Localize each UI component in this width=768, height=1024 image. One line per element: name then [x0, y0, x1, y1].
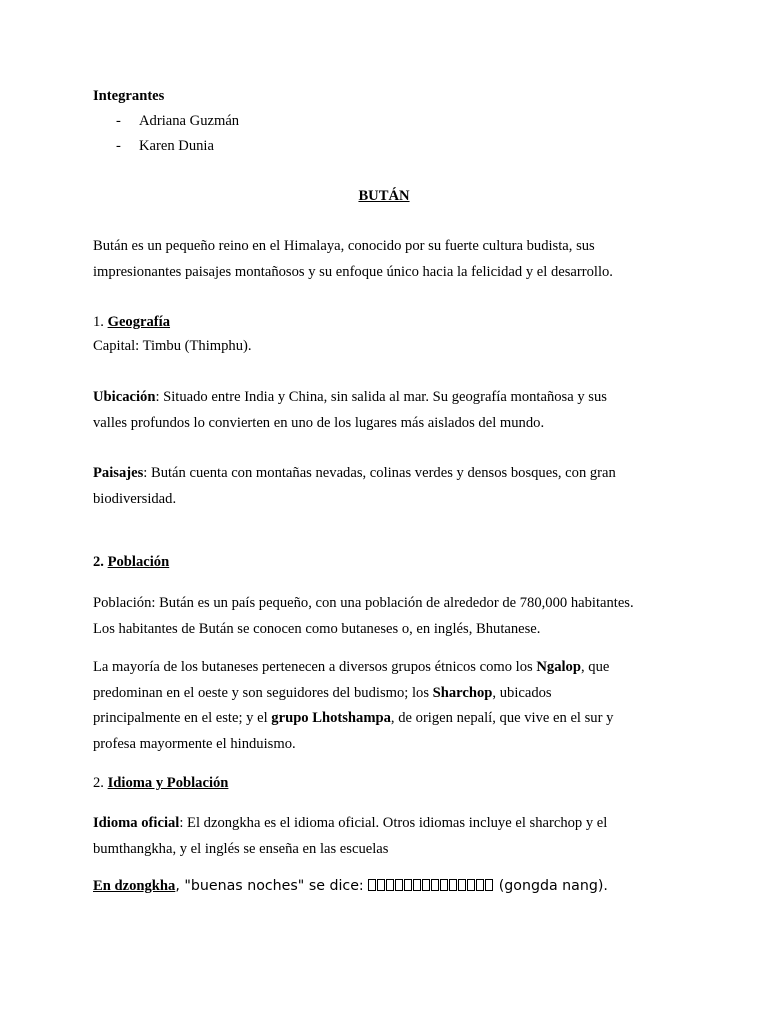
text-run: , que [580, 659, 610, 675]
text-line [93, 461, 683, 487]
missing-glyph-box [458, 879, 466, 891]
text-line: impresionantes paisajes montañosos y su enfoque único hacia la felicidad y el desarrollo. [93, 263, 613, 280]
missing-glyph-box [404, 879, 412, 891]
member-name: Karen Dunia [139, 138, 214, 154]
member-name: Adriana Guzmán [139, 113, 240, 129]
poblacion-paragraph [93, 591, 683, 642]
missing-glyph-box [485, 879, 493, 891]
section-number: 2. [93, 775, 108, 791]
text-run: La mayoría de los butaneses pertenecen a diversos grupos étnicos como los [93, 659, 537, 675]
section-geografia-heading [93, 310, 683, 336]
ubicacion-paragraph [93, 385, 683, 436]
idioma-label: Idioma oficial [93, 815, 180, 831]
text-line: bumthangkha, y el inglés se enseña en las escuelas [93, 840, 389, 857]
text-run: , ubicados [492, 684, 552, 701]
text-line: Los habitantes de Bután se conocen como butaneses o, en inglés, Bhutanese. [93, 620, 541, 637]
ubicacion-label: Ubicación [93, 389, 156, 405]
text-run: , de origen nepalí, que vive en el sur y [390, 710, 614, 726]
list-dash: - [116, 138, 121, 154]
section-poblacion-heading [93, 550, 683, 576]
paisajes-label: Paisajes [93, 465, 144, 481]
text-run: : Bután cuenta con montañas nevadas, colinas verdes y densos bosques, con gran [143, 465, 616, 481]
section-number: 2. [93, 554, 108, 570]
section-idioma-heading [93, 771, 683, 797]
text-run: , "buenas noches" se dice: [175, 878, 369, 894]
missing-glyph-box [467, 879, 475, 891]
missing-glyph-box [395, 879, 403, 891]
text-line [93, 385, 683, 411]
missing-glyph-box [368, 879, 376, 891]
text-line [93, 655, 683, 681]
dzongkha-label: En dzongkha [93, 878, 176, 894]
text-line: Bután es un pequeño reino en el Himalaya, conocido por su fuerte cultura budista, sus [93, 238, 595, 254]
page-title: BUTÁN [358, 188, 410, 204]
text-line [93, 706, 683, 732]
missing-glyph-box [386, 879, 394, 891]
missing-glyph-box [377, 879, 385, 891]
missing-glyph-box [422, 879, 430, 891]
text-line: profesa mayormente el hinduismo. [93, 735, 296, 752]
idioma-paragraph [93, 811, 683, 862]
text-line [93, 681, 683, 707]
members-heading: Integrantes [93, 88, 165, 104]
text-run: principalmente en el este; y el [93, 710, 272, 726]
missing-glyph-box [431, 879, 439, 891]
section-number: 1. [93, 314, 108, 330]
text-line: Población: Bután es un país pequeño, con una población de alrededor de 780,000 habitantes. [93, 595, 634, 611]
missing-glyph-box [476, 879, 484, 891]
text-run: : El dzongkha es el idioma oficial. Otros idiomas incluye el sharchop y el [179, 815, 608, 831]
ngalop-term: Ngalop [536, 659, 581, 675]
lhotshampa-term: grupo Lhotshampa [271, 710, 391, 726]
sharchop-term: Sharchop [432, 684, 493, 701]
text-line [93, 811, 683, 837]
missing-glyph-box [413, 879, 421, 891]
missing-glyph-box [449, 879, 457, 891]
section-title: Población [107, 554, 170, 570]
intro-paragraph [93, 234, 683, 285]
missing-glyphs [368, 878, 494, 894]
text-run: (gongda nang). [494, 878, 608, 894]
capital-line: Capital: Timbu (Thimphu). [93, 338, 252, 354]
section-title: Geografía [107, 314, 171, 330]
text-run: : Situado entre India y China, sin salida al mar. Su geografía montañosa y sus [155, 389, 607, 405]
section-title: Idioma y Población [107, 775, 229, 791]
text-run: predominan en el oeste y son seguidores del budismo; los [93, 684, 433, 701]
etnias-paragraph [93, 655, 683, 757]
text-line: valles profundos lo convierten en uno de los lugares más aislados del mundo. [93, 414, 545, 431]
missing-glyph-box [440, 879, 448, 891]
list-dash: - [116, 113, 121, 129]
text-line: biodiversidad. [93, 490, 177, 507]
dzongkha-line [93, 874, 713, 900]
paisajes-paragraph [93, 461, 683, 512]
